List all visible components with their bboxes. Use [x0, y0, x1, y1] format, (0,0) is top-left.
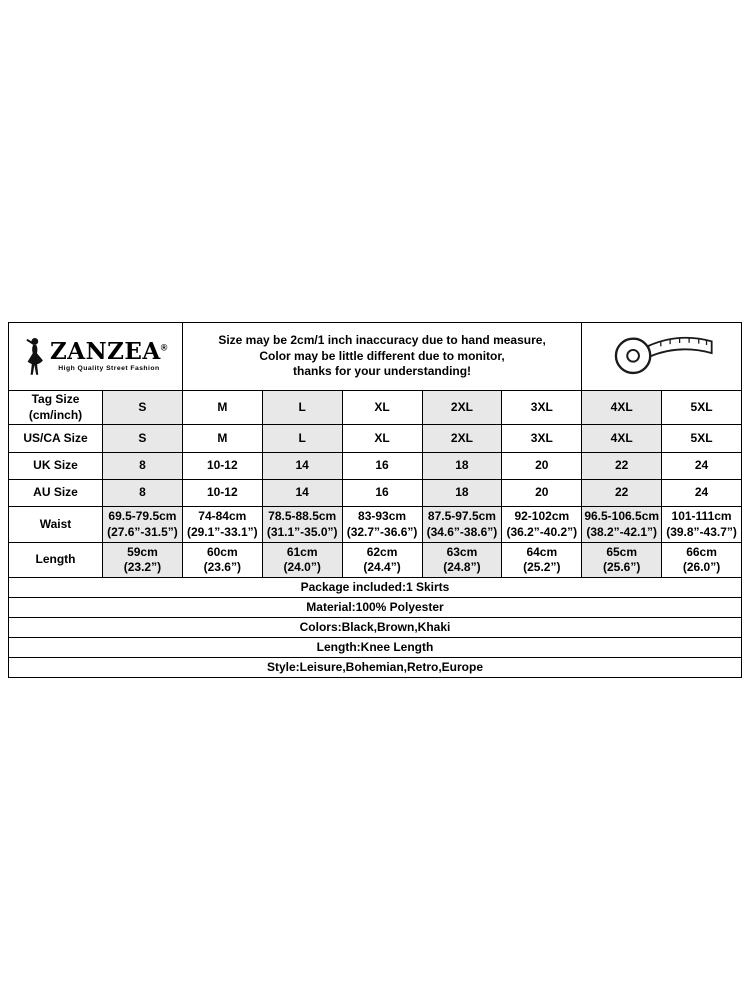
size-cell: 65cm (25.6”)	[582, 543, 662, 578]
row-label-us-ca-size: US/CA Size	[9, 425, 103, 453]
size-cell: 14	[262, 480, 342, 507]
row-label-tag-size: Tag Size (cm/inch)	[9, 391, 103, 425]
product-detail-line: Style:Leisure,Bohemian,Retro,Europe	[9, 658, 742, 678]
product-detail-line: Material:100% Polyester	[9, 598, 742, 618]
size-cell: 20	[502, 480, 582, 507]
size-cell: XL	[342, 425, 422, 453]
size-cell: 101-111cm (39.8”-43.7”)	[662, 507, 742, 543]
product-detail-row	[9, 618, 742, 638]
registered-mark: ®	[160, 341, 168, 352]
size-cell: 5XL	[662, 425, 742, 453]
size-rows-section	[9, 391, 742, 578]
size-cell: 18	[422, 453, 502, 480]
size-cell: 5XL	[662, 391, 742, 425]
row-label-length: Length	[9, 543, 103, 578]
product-detail-line: Colors:Black,Brown,Khaki	[9, 618, 742, 638]
row-label-waist: Waist	[9, 507, 103, 543]
size-cell: S	[103, 391, 183, 425]
product-detail-line: Length:Knee Length	[9, 638, 742, 658]
size-cell: 16	[342, 453, 422, 480]
size-table-row-us-ca-size	[9, 425, 742, 453]
chart-header-section	[9, 323, 742, 391]
size-cell: 8	[103, 453, 183, 480]
notice-line-2: Color may be little different due to monitor,	[259, 348, 505, 363]
size-cell: 3XL	[502, 391, 582, 425]
size-cell: 16	[342, 480, 422, 507]
product-detail-row	[9, 638, 742, 658]
brand-logo	[10, 337, 181, 377]
size-cell: 24	[662, 453, 742, 480]
product-detail-row	[9, 658, 742, 678]
size-table-row-waist	[9, 507, 742, 543]
brand-figure-icon	[23, 337, 45, 377]
size-cell: M	[182, 391, 262, 425]
table-header-row	[9, 323, 742, 391]
size-cell: 22	[582, 453, 662, 480]
size-cell: 83-93cm (32.7”-36.6”)	[342, 507, 422, 543]
size-cell: 14	[262, 453, 342, 480]
size-table-row-length	[9, 543, 742, 578]
product-detail-row	[9, 578, 742, 598]
size-cell: 2XL	[422, 391, 502, 425]
size-cell: L	[262, 391, 342, 425]
size-cell: 3XL	[502, 425, 582, 453]
product-details-section	[9, 578, 742, 678]
size-cell: XL	[342, 391, 422, 425]
size-cell: 61cm (24.0”)	[262, 543, 342, 578]
size-cell: 74-84cm (29.1”-33.1”)	[182, 507, 262, 543]
brand-name: ZANZEA®	[49, 337, 168, 365]
size-cell: L	[262, 425, 342, 453]
size-cell: 87.5-97.5cm (34.6”-38.6”)	[422, 507, 502, 543]
notice-line-3: thanks for your understanding!	[293, 364, 472, 379]
row-label-au-size: AU Size	[9, 480, 103, 507]
product-detail-line: Package included:1 Skirts	[9, 578, 742, 598]
tape-icon-cell	[582, 323, 742, 391]
size-chart-table	[8, 322, 742, 678]
size-cell: 78.5-88.5cm (31.1”-35.0”)	[262, 507, 342, 543]
notice-line-1: Size may be 2cm/1 inch inaccuracy due to hand measure,	[218, 333, 546, 348]
size-cell: M	[182, 425, 262, 453]
size-chart-sheet	[8, 322, 742, 678]
size-cell: 8	[103, 480, 183, 507]
measuring-tape-icon	[606, 326, 718, 382]
product-detail-row	[9, 598, 742, 618]
size-cell: 63cm (24.8”)	[422, 543, 502, 578]
size-cell: 2XL	[422, 425, 502, 453]
size-table-row-uk-size	[9, 453, 742, 480]
row-label-uk-size: UK Size	[9, 453, 103, 480]
size-notice	[182, 323, 581, 391]
size-table-row-au-size	[9, 480, 742, 507]
size-cell: 18	[422, 480, 502, 507]
size-cell: 24	[662, 480, 742, 507]
size-cell: 60cm (23.6”)	[182, 543, 262, 578]
size-cell: 22	[582, 480, 662, 507]
brand-tagline: High Quality Street Fashion	[58, 364, 160, 372]
size-table-row-tag-size	[9, 391, 742, 425]
size-cell: 20	[502, 453, 582, 480]
size-cell: 69.5-79.5cm (27.6”-31.5”)	[103, 507, 183, 543]
size-cell: 62cm (24.4”)	[342, 543, 422, 578]
size-cell: 92-102cm (36.2”-40.2”)	[502, 507, 582, 543]
size-cell: 4XL	[582, 391, 662, 425]
size-cell: S	[103, 425, 183, 453]
brand-logo-cell	[9, 323, 183, 391]
size-cell: 10-12	[182, 480, 262, 507]
size-cell: 64cm (25.2”)	[502, 543, 582, 578]
size-cell: 4XL	[582, 425, 662, 453]
size-cell: 66cm (26.0”)	[662, 543, 742, 578]
size-cell: 96.5-106.5cm (38.2”-42.1”)	[582, 507, 662, 543]
size-cell: 59cm (23.2”)	[103, 543, 183, 578]
size-cell: 10-12	[182, 453, 262, 480]
